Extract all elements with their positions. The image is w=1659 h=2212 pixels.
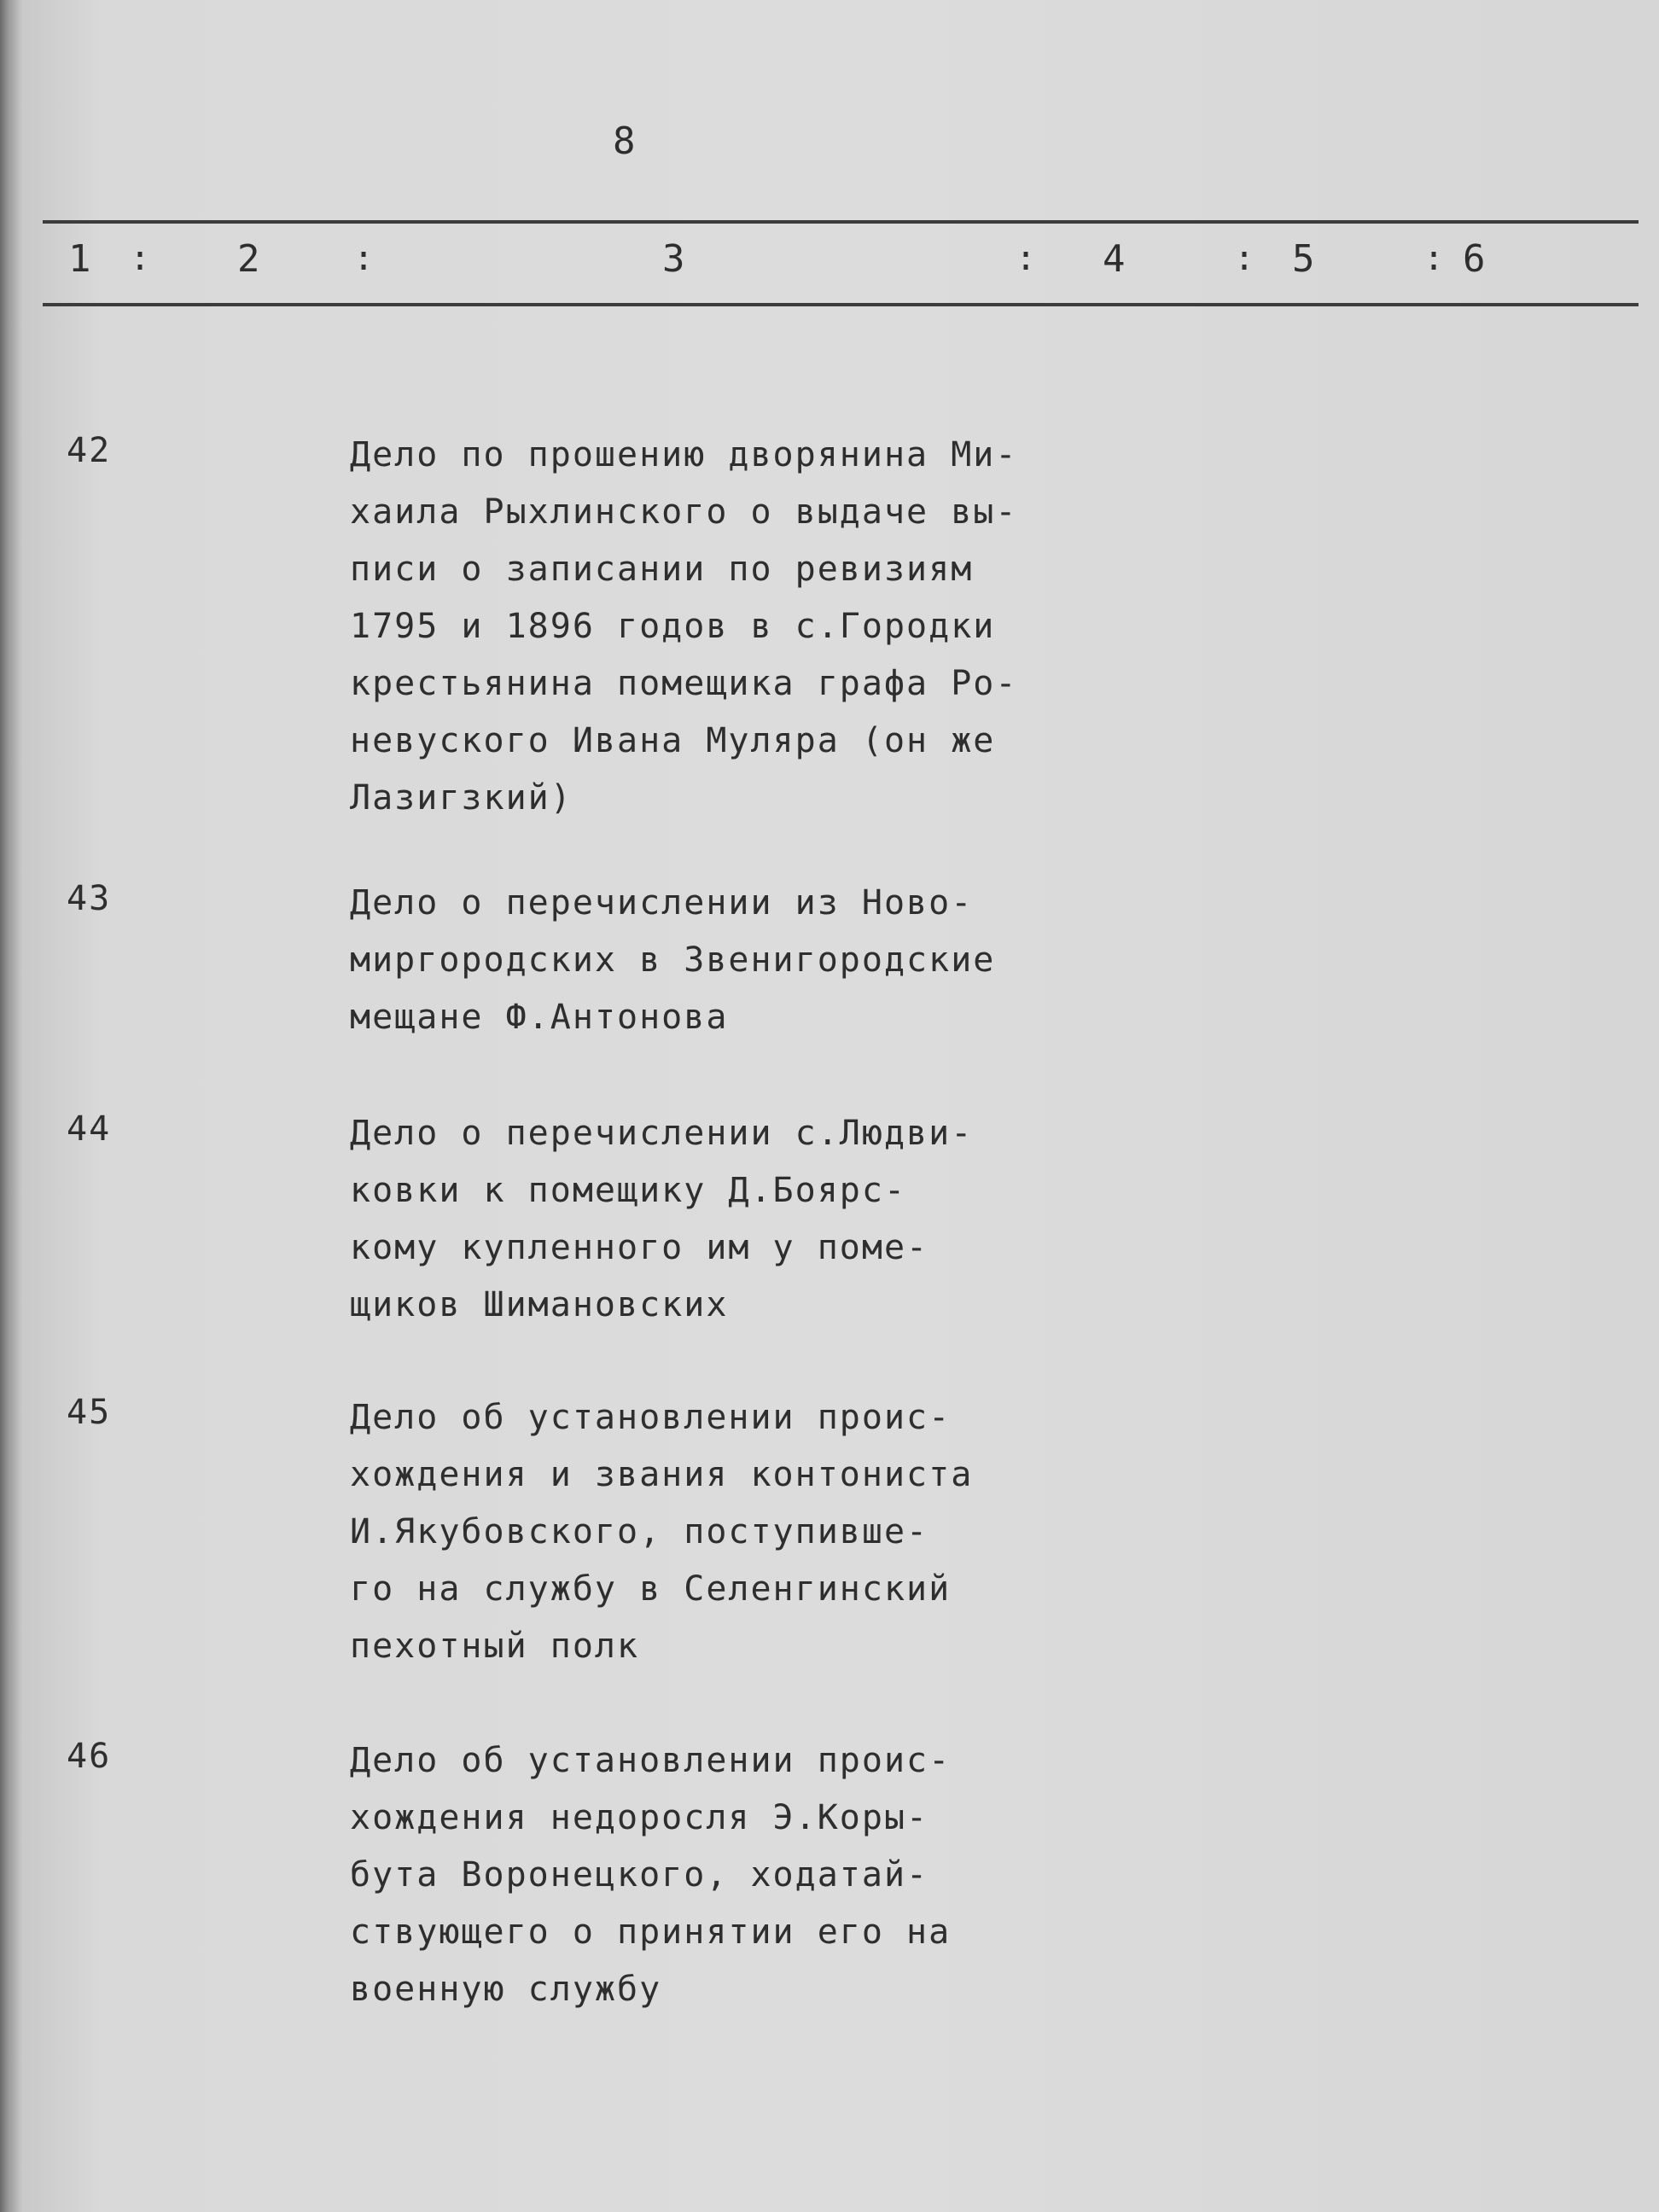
- entry-title: Дело по прошению дворянина Ми- хаила Рыхлинского о выдаче вы- писи о записании по ревизиям 1795 и 1896 годов в с.Городки крестьянина помещика графа Ро- невуского Ивана Муляра (он же Лазигзкий): [350, 435, 1018, 818]
- column-separator: :: [1423, 239, 1445, 278]
- column-header-4: 4: [1103, 237, 1126, 281]
- table-header-top-rule: [43, 220, 1639, 224]
- entry-number: 45: [67, 1393, 112, 1432]
- entry-number: 43: [67, 879, 112, 918]
- entry-number: 42: [67, 431, 112, 470]
- column-separator: :: [1234, 239, 1255, 278]
- entry-number: 46: [67, 1737, 112, 1776]
- column-separator: :: [353, 239, 375, 278]
- column-header-3: 3: [662, 237, 685, 281]
- entry-title: Дело о перечислении с.Людви- ковки к помещику Д.Боярс- кому купленного им у поме- щиков Шимановских: [350, 1114, 974, 1324]
- entry-title: Дело о перечислении из Ново- миргородских в Звенигородские мещане Ф.Антонова: [350, 883, 996, 1037]
- page-number: 8: [613, 119, 637, 163]
- column-header-2: 2: [237, 237, 260, 281]
- table-header-bottom-rule: [43, 303, 1639, 306]
- entry-title: Дело об установлении проис- хождения и звания контониста И.Якубовского, поступивше- го на службу в Селенгинский пехотный полк: [350, 1398, 974, 1666]
- column-header-5: 5: [1292, 237, 1315, 281]
- entry-number: 44: [67, 1109, 112, 1149]
- entry-title: Дело об установлении проис- хождения недоросля Э.Коры- бута Воронецкого, ходатай- ствующего о принятии его на военную службу: [350, 1741, 952, 2009]
- column-separator: :: [1016, 239, 1037, 278]
- column-separator: :: [130, 239, 151, 278]
- column-header-1: 1: [68, 237, 91, 281]
- column-header-6: 6: [1463, 237, 1486, 281]
